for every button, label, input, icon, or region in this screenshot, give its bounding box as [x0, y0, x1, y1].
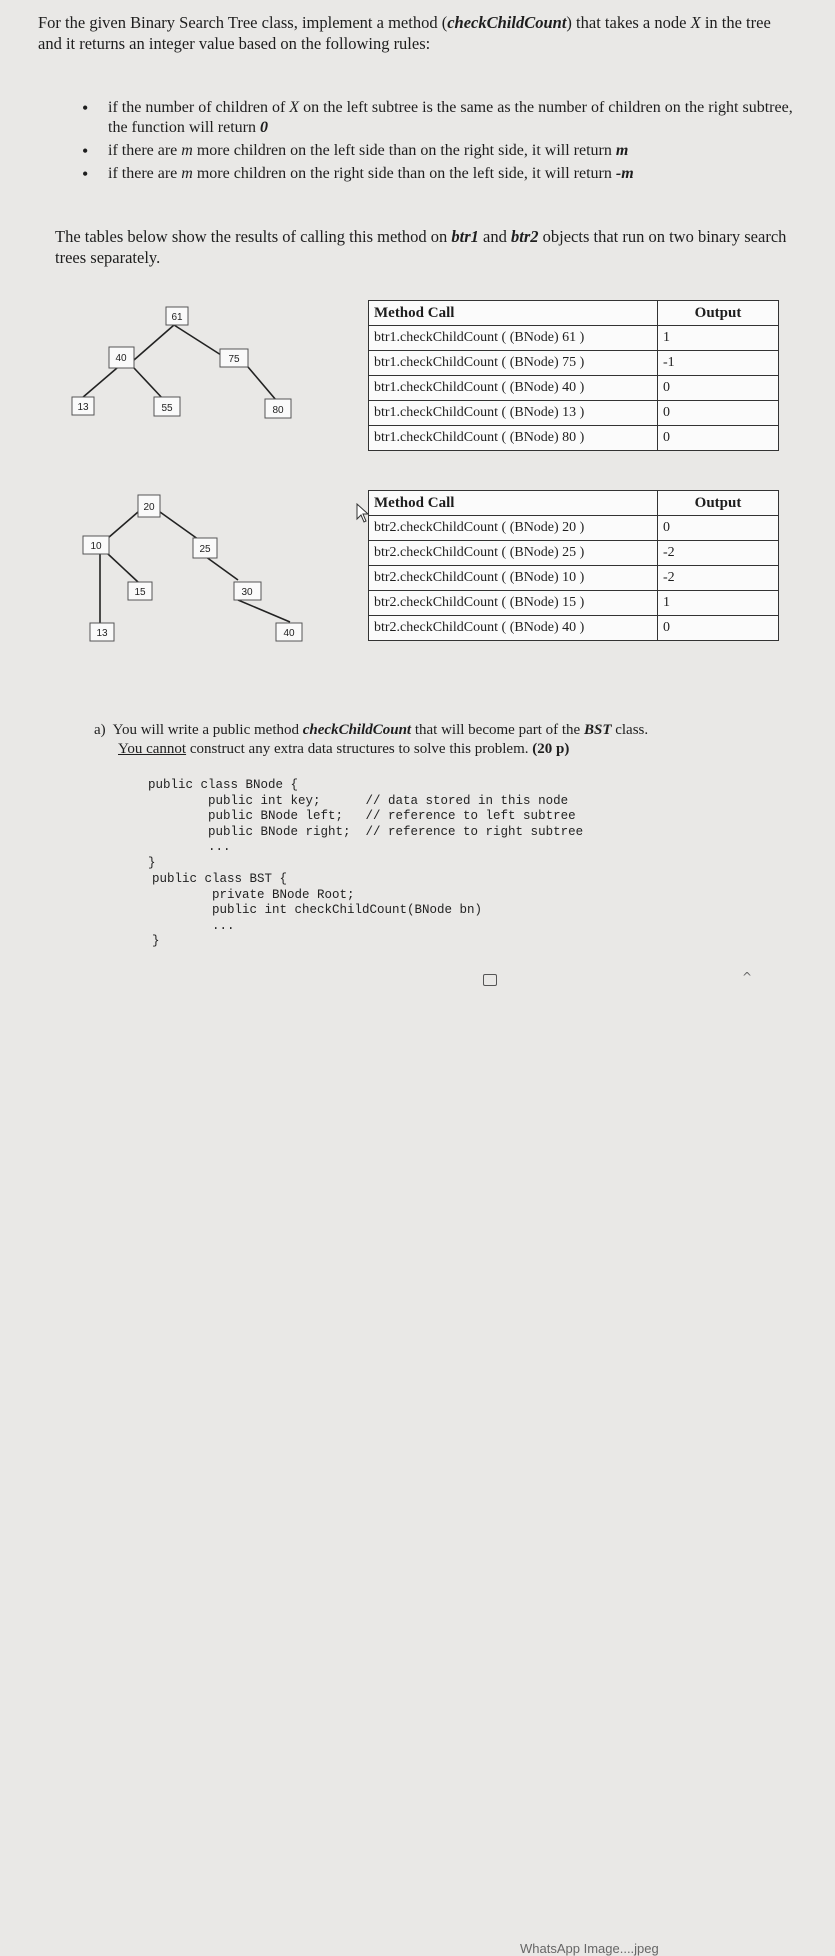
intro-paragraph: For the given Binary Search Tree class, implement a method (checkChildCount) that takes a node X in the tree and it returns an integer value based on the following rules: — [38, 13, 771, 53]
tree-btr2 — [80, 490, 320, 655]
chevron-up-icon[interactable]: ^ — [742, 970, 753, 984]
tree-node — [83, 536, 109, 554]
table-row: btr1.checkChildCount ( (BNode) 13 ) 0 — [369, 401, 779, 426]
table-row: btr2.checkChildCount ( (BNode) 25 ) -2 — [369, 541, 779, 566]
tree-node — [265, 399, 291, 418]
table-row: btr2.checkChildCount ( (BNode) 15 ) 1 — [369, 591, 779, 616]
svg-text:55: 55 — [161, 403, 173, 414]
tree-node — [220, 349, 248, 367]
taskbar — [0, 968, 835, 1956]
mouse-cursor-icon — [356, 503, 370, 523]
tree-btr2-diagram — [80, 490, 320, 650]
rule-item: • if the number of children of X on the left subtree is the same as the number of children on the right subtree, the function will return 0 — [82, 98, 802, 138]
rule-item: • if there are m more children on the right side than on the left side, it will return -m — [82, 164, 802, 184]
tree-node — [72, 397, 94, 415]
table-row: btr1.checkChildCount ( (BNode) 61 ) 1 — [369, 326, 779, 351]
table-row: btr1.checkChildCount ( (BNode) 80 ) 0 — [369, 426, 779, 451]
svg-text:40: 40 — [115, 353, 127, 364]
svg-text:75: 75 — [228, 354, 240, 365]
table-row: btr1.checkChildCount ( (BNode) 40 ) 0 — [369, 376, 779, 401]
tree-node — [234, 582, 261, 600]
tree-node — [154, 397, 180, 416]
results-table-btr2 — [368, 490, 779, 641]
code-bst-class: public class BST { private BNode Root; public int checkChildCount(BNode bn) ... } — [152, 872, 483, 948]
svg-text:61: 61 — [171, 312, 183, 323]
svg-text:20: 20 — [143, 502, 155, 513]
table-header-row: Method Call Output — [369, 491, 779, 516]
image-file-icon[interactable] — [483, 974, 497, 986]
code-bnode-class: public class BNode { public int key; // data stored in this node public BNode left; // reference to left subtree public BNode right; // reference to right subtree ... } — [148, 778, 584, 870]
tree-node — [276, 623, 302, 641]
tree-node — [109, 347, 134, 368]
tree-btr1-diagram — [60, 300, 320, 440]
tree-node — [166, 307, 188, 325]
table-row: btr2.checkChildCount ( (BNode) 20 ) 0 — [369, 516, 779, 541]
table-header-row: Method Call Output — [369, 301, 779, 326]
tree-node — [193, 538, 217, 558]
svg-text:13: 13 — [77, 402, 89, 413]
rule-item: • if there are m more children on the left side than on the right side, it will return m — [82, 141, 802, 161]
method-name: checkChildCount — [447, 13, 567, 32]
svg-text:13: 13 — [96, 628, 108, 639]
download-item-label[interactable]: WhatsApp Image....jpeg — [520, 1941, 659, 1956]
svg-text:10: 10 — [90, 541, 102, 552]
rules-list — [82, 98, 802, 187]
svg-text:80: 80 — [272, 405, 284, 416]
question-a: a) You will write a public method checkChildCount that will become part of the BST class. You cannot construct any extra data structures to solve this problem. (20 p) — [94, 722, 649, 757]
table-row: btr1.checkChildCount ( (BNode) 75 ) -1 — [369, 351, 779, 376]
svg-text:25: 25 — [199, 544, 211, 555]
tree-btr1 — [60, 300, 320, 445]
tables-note: The tables below show the results of calling this method on btr1 and btr2 objects that run on two binary search trees separately. — [55, 227, 787, 267]
svg-text:30: 30 — [241, 587, 253, 598]
tree-node — [90, 623, 114, 641]
svg-text:15: 15 — [134, 587, 146, 598]
results-table-btr1 — [368, 300, 779, 451]
table-row: btr2.checkChildCount ( (BNode) 40 ) 0 — [369, 616, 779, 641]
table-row: btr2.checkChildCount ( (BNode) 10 ) -2 — [369, 566, 779, 591]
tree-node — [128, 582, 152, 600]
tree-node — [138, 495, 160, 517]
svg-text:40: 40 — [283, 628, 295, 639]
